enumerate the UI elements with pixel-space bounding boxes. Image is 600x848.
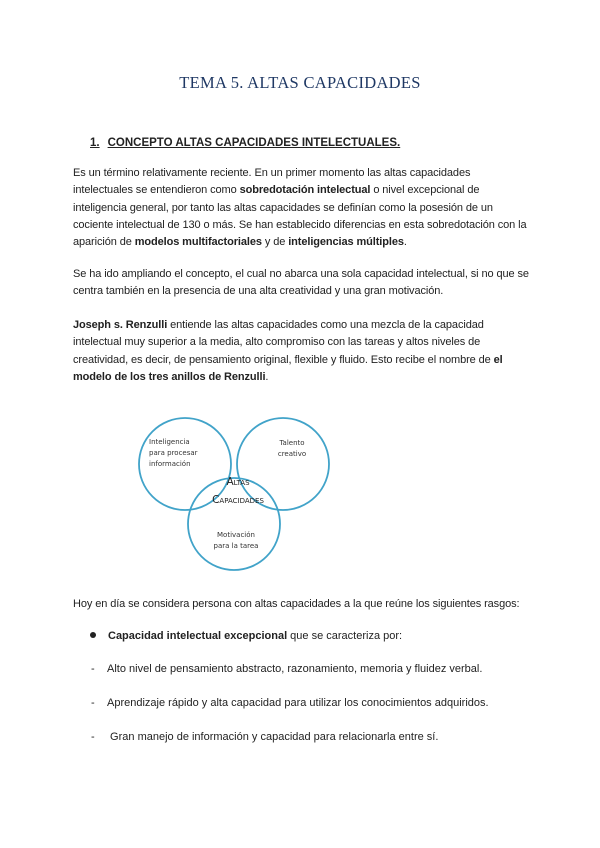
dash-item xyxy=(91,731,438,743)
ring-motivation xyxy=(188,478,280,570)
center-label-1: Altas xyxy=(226,476,250,488)
center-label-2: Capacidades xyxy=(212,494,264,506)
ring-label-2b: creativo xyxy=(277,450,307,458)
dash-marker: - xyxy=(91,697,95,709)
ring-label-1b: para procesar xyxy=(149,449,198,457)
paragraph-renzulli xyxy=(73,317,533,386)
dash-item-text: Alto nivel de pensamiento abstracto, razonamiento, memoria y fluidez verbal. xyxy=(107,663,483,675)
ring-label-1a: Inteligencia xyxy=(149,438,190,446)
renzulli-venn-diagram xyxy=(138,412,338,572)
text-run: . xyxy=(265,370,269,383)
bold-term: Capacidad intelectual excepcional xyxy=(108,630,288,642)
dash-marker: - xyxy=(91,663,95,675)
dash-item xyxy=(91,697,489,709)
paragraph-intro xyxy=(73,165,533,251)
bold-term: el modelo de los tres anillos de Renzulli xyxy=(73,353,503,383)
text-run: o nivel excepcional de inteligencia general, por tanto las altas capacidades se definían como la posesión de un cociente intelectual de 130 o más. Se han establecido diferencias en esta sobredotación con la aparición de xyxy=(73,184,527,249)
text-run: . xyxy=(403,236,407,249)
text-run: Es un término relativamente reciente. En un primer momento las altas capacidades intelectuales se entendieron como xyxy=(73,167,471,197)
section-number: 1. xyxy=(90,137,100,149)
dash-item xyxy=(91,663,482,675)
bullet-dot-icon xyxy=(90,632,96,638)
bold-term: Joseph s. Renzulli xyxy=(73,319,168,331)
section-heading xyxy=(90,137,400,149)
text-run: y de xyxy=(261,236,289,249)
dash-item-text: Gran manejo de información y capacidad para relacionarla entre sí. xyxy=(107,731,439,743)
dash-marker: - xyxy=(91,731,95,743)
paragraph-traits: Hoy en día se considera persona con altas capacidades a la que reúne los siguientes rasgos: xyxy=(73,598,520,610)
text-run: entiende las altas capacidades como una mezcla de la capacidad intelectual muy superior a la media, alto compromiso con las tareas y altos niveles de creatividad, es decir, de pensamiento original, flexible y fluido. Esto recibe el nombre de xyxy=(73,319,494,366)
bold-term: inteligencias múltiples xyxy=(288,236,404,249)
bold-term: modelos multifactoriales xyxy=(134,236,262,249)
page-title: TEMA 5. ALTAS CAPACIDADES xyxy=(179,73,421,92)
bold-term: sobredotación intelectual xyxy=(239,184,371,197)
ring-label-2a: Talento xyxy=(279,439,305,447)
dash-item-text: Aprendizaje rápido y alta capacidad para utilizar los conocimientos adquiridos. xyxy=(107,697,489,709)
text-run: que se caracteriza por: xyxy=(287,630,403,642)
section-label: CONCEPTO ALTAS CAPACIDADES INTELECTUALES. xyxy=(107,137,401,149)
ring-label-3b: para la tarea xyxy=(213,542,259,550)
bullet-item xyxy=(90,630,402,642)
ring-label-1c: información xyxy=(149,460,191,468)
paragraph-concept: Se ha ido ampliando el concepto, el cual no abarca una sola capacidad intelectual, si no que se centra también en la presencia de una alta creatividad y una gran motivación. xyxy=(73,268,529,298)
ring-label-3a: Motivación xyxy=(217,531,255,539)
